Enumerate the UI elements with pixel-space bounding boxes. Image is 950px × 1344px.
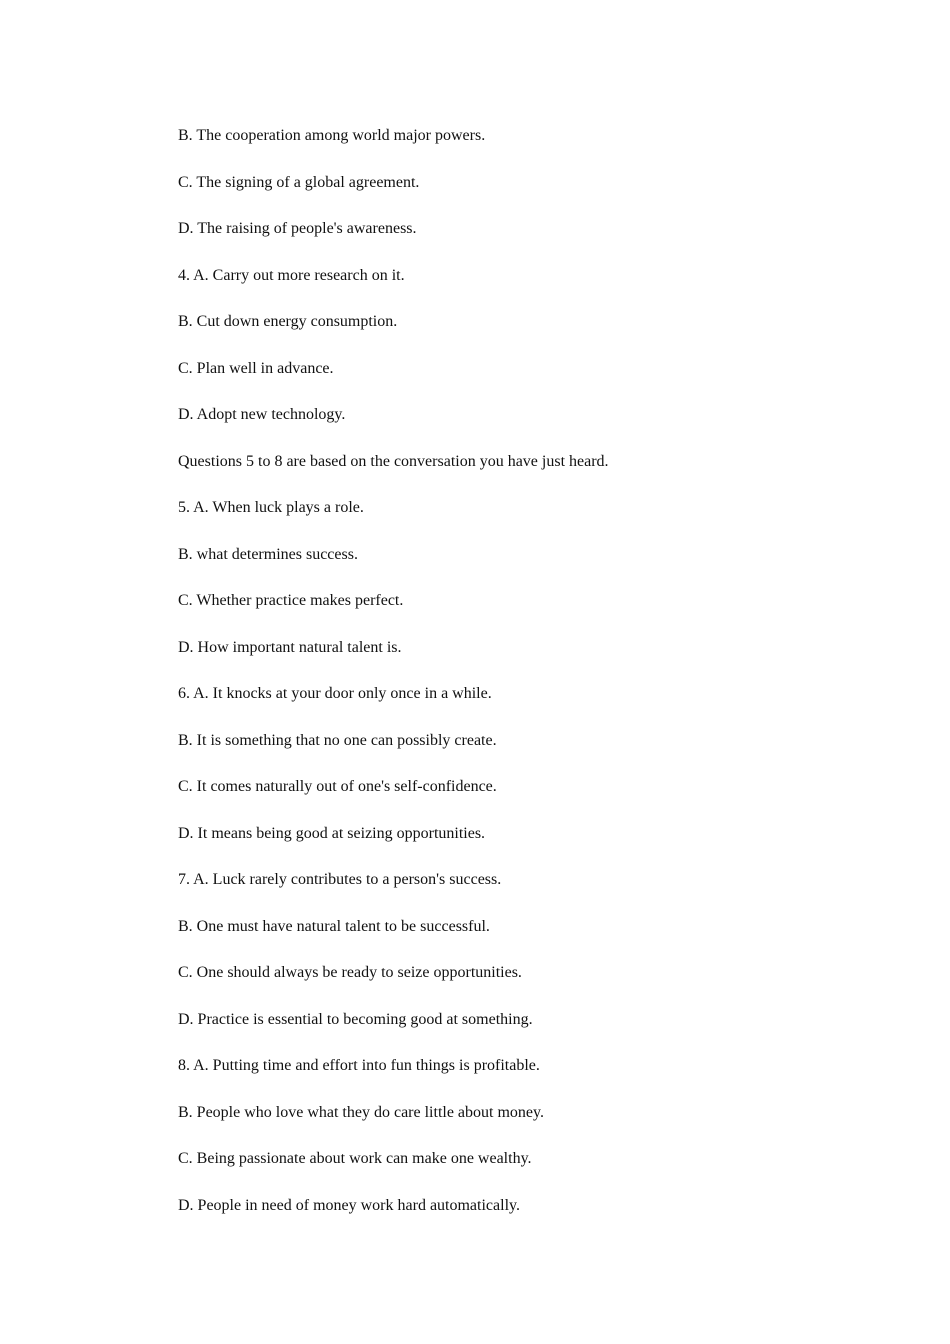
option-3d: D. The raising of people's awareness.: [178, 220, 417, 237]
option-3b: B. The cooperation among world major powers.: [178, 127, 486, 144]
option-8d: D. People in need of money work hard automatically.: [178, 1196, 520, 1214]
option-8c: C. Being passionate about work can make one wealthy.: [178, 1150, 532, 1167]
option-5b: B. what determines success.: [178, 545, 358, 563]
question-4-option-a: 4. A. Carry out more research on it.: [178, 266, 405, 284]
option-6b: B. It is something that no one can possibly create.: [178, 731, 497, 749]
option-7c: C. One should always be ready to seize opportunities.: [178, 964, 522, 981]
question-7-option-a: 7. A. Luck rarely contributes to a person's success.: [178, 871, 502, 888]
option-4c: C. Plan well in advance.: [178, 359, 334, 377]
option-7d: D. Practice is essential to becoming good at something.: [178, 1010, 533, 1028]
option-8b: B. People who love what they do care little about money.: [178, 1103, 544, 1121]
option-6d: D. It means being good at seizing opportunities.: [178, 824, 486, 842]
question-8-option-a: 8. A. Putting time and effort into fun things is profitable.: [178, 1057, 540, 1074]
option-7b: B. One must have natural talent to be successful.: [178, 917, 490, 935]
option-5c: C. Whether practice makes perfect.: [178, 592, 404, 609]
option-6c: C. It comes naturally out of one's self-confidence.: [178, 778, 497, 795]
section-instruction: Questions 5 to 8 are based on the conversation you have just heard.: [178, 452, 609, 470]
question-5-option-a: 5. A. When luck plays a role.: [178, 499, 364, 516]
option-3c: C. The signing of a global agreement.: [178, 173, 420, 191]
question-6-option-a: 6. A. It knocks at your door only once in a while.: [178, 685, 492, 702]
option-5d: D. How important natural talent is.: [178, 638, 402, 656]
option-4b: B. Cut down energy consumption.: [178, 313, 398, 330]
option-4d: D. Adopt new technology.: [178, 406, 346, 423]
question-options-text: [178, 126, 878, 1242]
